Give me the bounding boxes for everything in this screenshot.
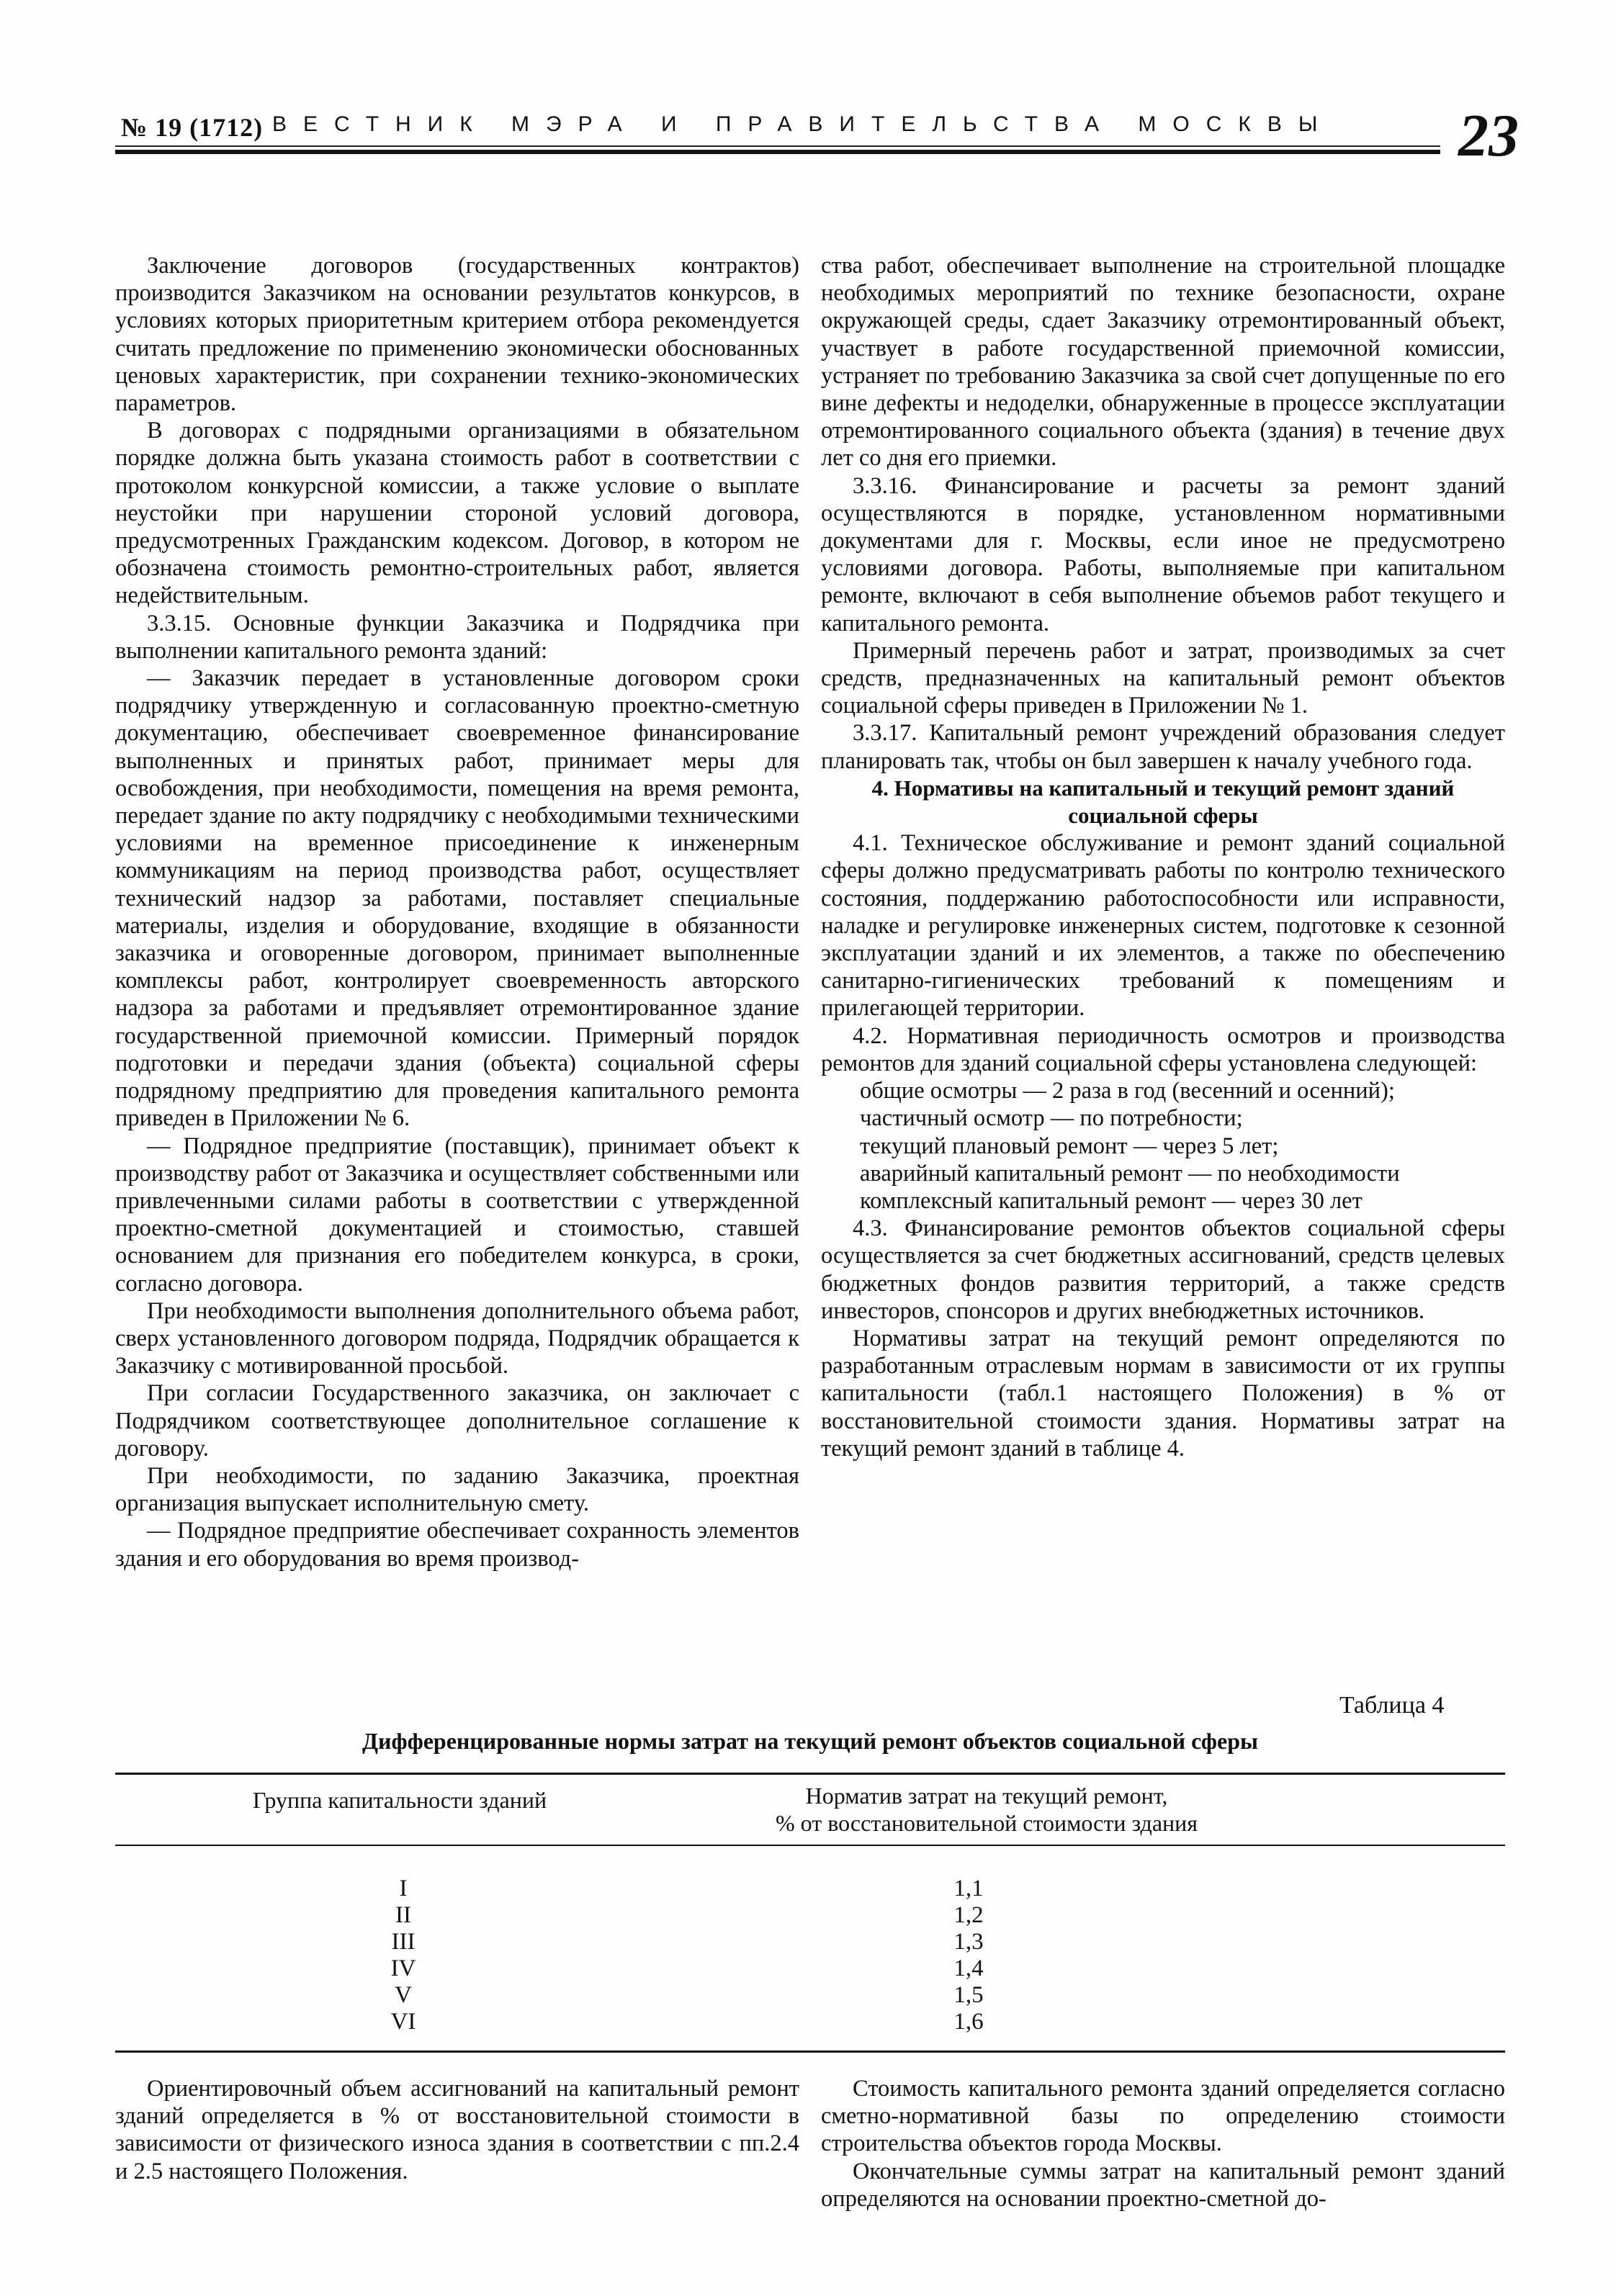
table-cell-group: I bbox=[399, 1876, 408, 1901]
paragraph: — Заказчик передает в установленные договором сроки подрядчику утвержденную и согласованную проектно-сметную документацию, обеспечивает своевременное финансирование выполненных и принятых работ, принимает меры для освобождения, при необходимости, помещения на время ремонта, передает здание по акту подрядчику с необходимыми техническими условиями на временное присоединение к инженерным коммуникациям на период производства работ, осуществляет технический надзор за работами, поставляет специальные материалы, изделия и оборудование, входящие в обязанности заказчика и оговоренные договором, принимает выполненные комплексы работ, контролирует своевременность авторского надзора за работами и предъявляет отремонтированное здание государственной приемочной комиссии. Примерный порядок подготовки и передачи здания (объекта) социальной сферы подрядному предприятию для проведения капитального ремонта приведен в Приложении № 6. bbox=[115, 665, 799, 1132]
bottom-left-column bbox=[115, 2075, 799, 2185]
paragraph: Стоимость капитального ремонта зданий определяется согласно сметно-нормативной базы по определению стоимости строительства объектов города Москвы. bbox=[821, 2076, 1505, 2157]
paragraph: — Подрядное предприятие (поставщик), принимает объект к производству работ от Заказчика и осуществляет собственными или привлеченными силами работы в соответствии с утвержденной проектно-сметной документацией и стоимостью, ставшей основанием для признания его победителем конкурса, в сроки, согласно договора. bbox=[115, 1133, 799, 1297]
paragraph: Ориентировочный объем ассигнований на капитальный ремонт зданий определяется в % от восстановительной стоимости в зависимости от физического износа здания в соответствии с пп.2.4 и 2.5 настоящего Положения. bbox=[115, 2076, 799, 2184]
bottom-right-column bbox=[821, 2075, 1505, 2212]
list-item: частичный осмотр — по потребности; bbox=[860, 1105, 1243, 1132]
paragraph: Нормативы затрат на текущий ремонт определяются по разработанным отраслевым нормам в зависимости от их группы капитальности (табл.1 настоящего Положения) в % от восстановительной стоимости здания. Нормативы затрат на текущий ремонт зданий в таблице 4. bbox=[821, 1325, 1505, 1462]
page-header bbox=[115, 108, 1512, 151]
table-cell-value: 1,5 bbox=[953, 1982, 984, 2008]
list-item: текущий плановый ремонт — через 5 лет; bbox=[860, 1133, 1279, 1159]
table-rule-bottom bbox=[115, 2050, 1505, 2053]
header-rule-thin bbox=[115, 145, 1440, 147]
paragraph: 3.3.16. Финансирование и расчеты за ремонт зданий осуществляются в порядке, установленном нормативными документами для г. Москвы, если иное не предусмотрено условиями договора. Работы, выполняемые при капитальном ремонте, включают в себя выполнение объемов работ текущего и капитального ремонта. bbox=[821, 472, 1505, 636]
issue-number: № 19 (1712) bbox=[121, 113, 264, 142]
paragraph: При согласии Государственного заказчика, он заключает с Подрядчиком соответствующее дополнительное соглашение к договору. bbox=[115, 1380, 799, 1462]
paragraph: При необходимости, по заданию Заказчика, проектная организация выпускает исполнительную смету. bbox=[115, 1462, 799, 1517]
table-cell-group: IV bbox=[390, 1955, 416, 1981]
table-cell-value: 1,3 bbox=[953, 1929, 984, 1955]
right-column bbox=[821, 252, 1505, 1462]
section-heading: 4. Нормативы на капитальный и текущий ремонт зданий социальной сферы bbox=[871, 775, 1455, 829]
table-cell-value: 1,6 bbox=[953, 2009, 984, 2035]
table-title: Дифференцированные нормы затрат на текущий ремонт объектов социальной сферы bbox=[362, 1728, 1258, 1754]
table-label: Таблица 4 bbox=[1339, 1692, 1445, 1719]
paragraph: 4.1. Техническое обслуживание и ремонт зданий социальной сферы должно предусматривать работы по контролю технического состояния, поддержанию работоспособности или исправности, наладке и регулировке инженерных систем, подготовке к сезонной эксплуатации зданий и их элементов, а также по обеспечению санитарно-гигиенических требований к помещениям и прилегающей территории. bbox=[821, 830, 1505, 1022]
table-cell-group: VI bbox=[390, 2009, 416, 2035]
paragraph: ства работ, обеспечивает выполнение на строительной площадке необходимых мероприятий по технике безопасности, охране окружающей среды, сдает Заказчику отремонтированный объект, участвует в работе государственной приемочной комиссии, устраняет по требованию Заказчика за свой счет допущенные по его вине дефекты и недоделки, обнаруженные в процессе эксплуатации отремонтированного социального объекта (здания) в течение двух лет со дня его приемки. bbox=[821, 253, 1505, 472]
table-row bbox=[0, 1929, 1616, 1955]
table-header-norm bbox=[670, 1782, 1303, 1837]
list-item: аварийный капитальный ремонт — по необходимости bbox=[860, 1160, 1400, 1187]
table-cell-value: 1,1 bbox=[953, 1876, 984, 1901]
table-cell-group: II bbox=[395, 1902, 411, 1928]
table-body bbox=[0, 1876, 1616, 2035]
table-cell-group: V bbox=[395, 1982, 412, 2008]
table-rule-header bbox=[115, 1845, 1505, 1846]
page-number: 23 bbox=[1458, 102, 1519, 169]
paragraph: 3.3.15. Основные функции Заказчика и Подрядчика при выполнении капитального ремонта зданий: bbox=[115, 610, 799, 664]
table-cell-group: III bbox=[391, 1929, 416, 1955]
table-row bbox=[0, 2009, 1616, 2035]
table-cell-value: 1,2 bbox=[953, 1902, 984, 1928]
table-rule-top bbox=[115, 1773, 1505, 1775]
table-row bbox=[0, 1902, 1616, 1929]
table-row bbox=[0, 1876, 1616, 1902]
table-row bbox=[0, 1955, 1616, 1982]
table-header-group: Группа капитальности зданий bbox=[252, 1787, 547, 1813]
paragraph: Окончательные суммы затрат на капитальный ремонт зданий определяются на основании проектно-сметной до- bbox=[821, 2158, 1505, 2212]
table-header-norm-line2: % от восстановительной стоимости здания bbox=[775, 1810, 1198, 1836]
paragraph: — Подрядное предприятие обеспечивает сохранность элементов здания и его оборудования во время производ- bbox=[115, 1518, 799, 1572]
paragraph: Примерный перечень работ и затрат, производимых за счет средств, предназначенных на капитальный ремонт объектов социальной сферы приведен в Приложении № 1. bbox=[821, 637, 1505, 719]
inspection-schedule-list bbox=[821, 1077, 1505, 1215]
list-item: общие осмотры — 2 раза в год (весенний и осенний); bbox=[860, 1078, 1395, 1104]
paragraph: 3.3.17. Капитальный ремонт учреждений образования следует планировать так, чтобы он был завершен к началу учебного года. bbox=[821, 720, 1505, 774]
paragraph: Заключение договоров (государственных контрактов) производится Заказчиком на основании результатов конкурсов, в условиях которых приоритетным критерием отбора рекомендуется считать предложение по применению экономически обоснованных ценовых характеристик, при сохранении технико-экономических параметров. bbox=[115, 253, 799, 417]
paragraph: В договорах с подрядными организациями в обязательном порядке должна быть указана стоимость работ в соответствии с протоколом конкурсной комиссии, а также условие о выплате неустойки при нарушении стороной условий договора, предусмотренных Гражданским кодексом. Договор, в котором не обозначена стоимость ремонтно-строительных работ, является недействительным. bbox=[115, 418, 799, 609]
table-cell-value: 1,4 bbox=[953, 1955, 984, 1981]
header-rule-thick bbox=[115, 150, 1440, 154]
list-item: комплексный капитальный ремонт — через 30 лет bbox=[860, 1187, 1363, 1214]
table-header-norm-line1: Норматив затрат на текущий ремонт, bbox=[805, 1783, 1168, 1809]
paragraph: При необходимости выполнения дополнительного объема работ, сверх установленного договором подряда, Подрядчик обращается к Заказчику с мотивированной просьбой. bbox=[115, 1297, 799, 1379]
table-row bbox=[0, 1982, 1616, 2009]
masthead-title: ВЕСТНИК МЭРА И ПРАВИТЕЛЬСТВА МОСКВЫ bbox=[272, 112, 1334, 136]
paragraph: 4.3. Финансирование ремонтов объектов социальной сферы осуществляется за счет бюджетных ассигнований, средств целевых бюджетных фондов развития территорий, а также средств инвесторов, спонсоров и других внебюджетных источников. bbox=[821, 1215, 1505, 1324]
left-column bbox=[115, 252, 799, 1572]
paragraph: 4.2. Нормативная периодичность осмотров и производства ремонтов для зданий социальной сферы установлена следующей: bbox=[821, 1022, 1505, 1076]
